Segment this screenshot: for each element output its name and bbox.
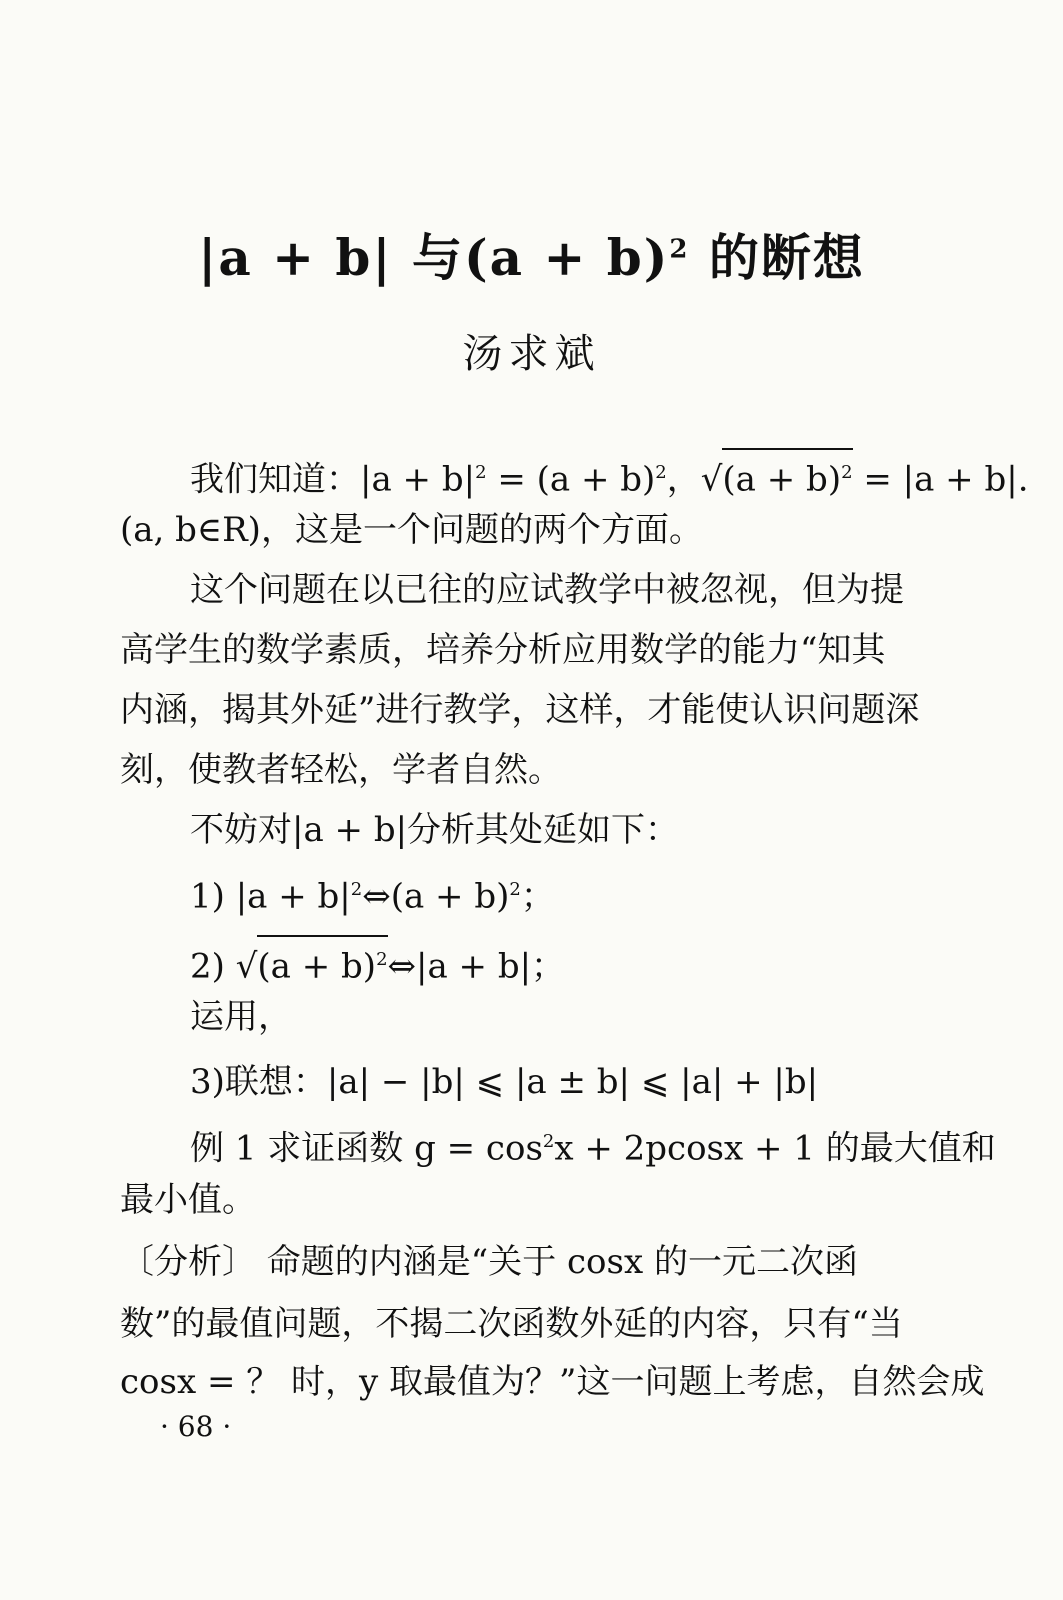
paragraph-2-line-3: 内涵，揭其外延”进行教学，这样，才能使认识问题深 (120, 690, 920, 730)
example-1-line-2: 最小值。 (120, 1180, 256, 1220)
article-title: |a + b| 与$(a + b)^2$ 的断想 (198, 228, 865, 287)
analysis-line-1: 〔分析〕 命题的内涵是“关于 cosx 的一元二次函 (120, 1242, 858, 1282)
author-name: 汤求斌 (462, 331, 601, 377)
list-item-3: 3)联想：|a| − |b| ⩽ |a ± b| ⩽ |a| + |b| (190, 1062, 819, 1102)
paragraph-1-line-1: 我们知道：$|a + b|^2 = (a + b)^2$，$√(a + b)^2 = |a + b|$. (190, 448, 990, 501)
paragraph-3: 不妨对|a + b|分析其处延如下： (190, 810, 680, 850)
analysis-line-3: cosx = ？ 时，y 取最值为？”这一问题上考虑，自然会成 (120, 1362, 985, 1402)
sqrt-expression: $√(a + b)^2$ (701, 448, 853, 501)
apply-label: 运用， (190, 997, 292, 1037)
paragraph-2-line-2: 高学生的数学素质，培养分析应用数学的能力“知其 (120, 630, 886, 670)
page-number: · 68 · (160, 1410, 232, 1443)
example-1-line-1: 例 1 求证函数 $g = \cos^2x + 2pcosx + 1$ 的最大值和 (190, 1128, 996, 1169)
sqrt-expression: $√(a + b)^2$ (236, 935, 388, 988)
paragraph-2-line-4: 刻，使教者轻松，学者自然。 (120, 750, 562, 790)
list-item-2: 2) $√(a + b)^2\Leftrightarrow|a + b|$； (190, 935, 990, 988)
paragraph-1-line-2: (a, b∈R)，这是一个问题的两个方面。 (120, 510, 703, 550)
paragraph-2-line-1: 这个问题在以已往的应试教学中被忽视，但为提 (190, 570, 904, 610)
analysis-line-2: 数”的最值问题，不揭二次函数外延的内容，只有“当 (120, 1304, 903, 1344)
list-item-1: 1) $|a + b|^2\Leftrightarrow(a + b)^2$； (190, 876, 555, 917)
